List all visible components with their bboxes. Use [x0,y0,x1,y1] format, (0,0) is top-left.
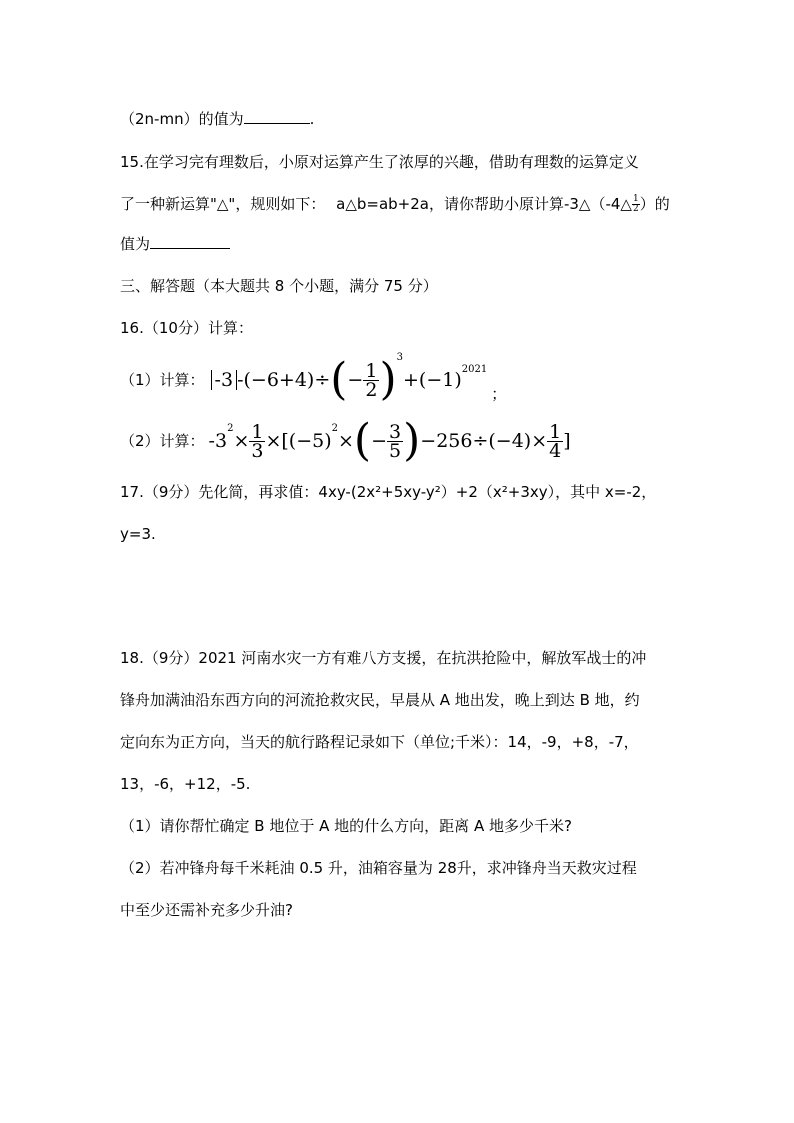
q14-answer-blank [244,109,310,124]
q16-part1-label: （1）计算： [120,371,205,389]
q16-p2-rest: −256÷(−4)× [420,430,548,452]
q18-part2-line1: （2）若冲锋舟每千米耗油 0.5 升，油箱容量为 28升，求冲锋舟当天救灾过程 [120,859,637,877]
q15-line2-a: 了一种新运算"△"，规则如下： [120,195,326,213]
q17-line2: y=3. [120,525,156,543]
q16-paren: (−6+4)÷ [243,369,331,391]
q16-p2-frac3 [547,420,563,462]
q15-frac-num: 1 [632,194,639,204]
q16-left-paren: ( [330,354,348,405]
q15-frac-den: 2 [632,204,639,214]
q16-p2-frac2-num: 3 [389,420,402,443]
q16-p2-lead: -3 [208,430,228,452]
q16-part2-label: （2）计算： [120,432,205,450]
q16-part2 [120,410,571,472]
q17-line1: 17.（9分）先化简，再求值：4xy-(2x²+5xy-y²）+2（x²+3xy），其中 x=-2， [120,483,657,501]
q16-p2-frac2-den: 5 [389,439,402,462]
q16-part1-expression [211,352,507,405]
q16-p2-frac1-num: 1 [251,420,264,443]
q15-line1: 15.在学习完有理数后，小原对运算产生了浓厚的兴趣，借助有理数的运算定义 [120,153,639,171]
q16-p2-frac1-den: 3 [251,439,264,462]
q16-p2-times1: × [233,430,250,452]
q18-line2: 锋舟加满油沿东西方向的河流抢救灾民，早晨从 A 地出发，晚上到达 B 地，约 [120,691,640,709]
q15-line3 [120,234,230,254]
q16-frac-num: 1 [365,359,378,382]
q16-title: 16.（10分）计算： [120,319,253,337]
q14-tail-line [120,109,314,129]
q14-tail-end: . [309,110,315,128]
q16-p2-close: ] [563,430,571,452]
q18-part1: （1）请你帮忙确定 B 地位于 A 地的什么方向，距离 A 地多少千米? [120,817,572,835]
q16-exp2021: 2021 [461,364,488,375]
q16-part1-end: ； [491,385,507,403]
q16-p2-exp2b: 2 [331,423,338,434]
q16-p2-neg: − [371,430,388,452]
q16-p2-frac1 [249,420,265,462]
q18-line3: 定向东为正方向，当天的航行路程记录如下（单位;千米）：14，-9，+8，-7， [120,733,639,751]
q15-line3-text: 值为 [120,235,151,253]
q14-tail-text: （2n-mn）的值为 [120,110,244,128]
q16-p2-bracket: ×[(−5) [265,430,332,452]
q15-fraction [632,195,640,214]
q16-p2-frac2 [387,420,403,462]
q18-line4: 13，-6，+12，-5. [120,775,251,793]
q15-rule: a△b=ab+2a [336,195,429,213]
q16-p2-frac3-num: 1 [549,420,562,443]
q16-exp3: 3 [396,352,403,363]
q15-answer-blank [150,234,230,249]
section3-heading: 三、解答题（本大题共 8 个小题，满分 75 分） [120,277,438,295]
q16-p2-times2: × [338,430,354,452]
q16-p2-exp2: 2 [227,423,234,434]
q16-plus: +(−1) [402,369,462,391]
q15-line2 [120,194,670,214]
q16-frac-den: 2 [365,378,378,401]
q15-line2-b: ，请你帮助小原计算-3△（-4△ [428,195,632,213]
q16-neg: − [347,369,364,391]
q16-minus: - [237,369,244,391]
q16-p2-right-paren: ) [403,415,421,466]
q16-p2-left-paren: ( [353,415,372,466]
q16-right-paren: ) [379,354,397,405]
q16-p2-frac3-den: 4 [549,439,562,462]
q16-abs-value: -3 [211,370,238,390]
q16-part2-expression [208,415,571,466]
q18-line1: 18.（9分）2021 河南水灾一方有难八方支援，在抗洪抢险中，解放军战士的冲 [120,649,647,667]
q16-part1 [120,350,506,410]
q15-line2-c: ）的 [639,195,670,213]
q16-fraction-half [363,359,379,401]
q18-part2-line2: 中至少还需补充多少升油? [120,901,293,919]
